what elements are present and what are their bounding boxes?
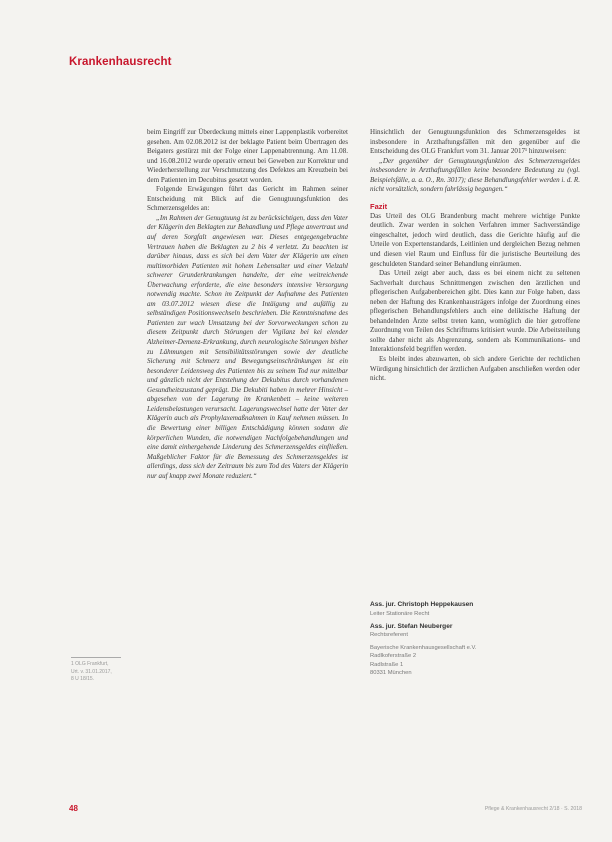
address-line: Radlstraße 1 bbox=[370, 661, 404, 668]
court-quote: „Im Rahmen der Genugtuung ist zu berücksichtigen, dass den Vater der Klägerin den Beklagten zur Behandlung und Pflege anvertraut und auf deren Sorgfalt angewiesen war. Dieses entgegengebrachte Vertrauen haben die Beklagten zu 2 bis 4 verletzt. Zu beachten ist darüber hinaus, dass es sich bei dem Vater der Klägerin um einen multimorbiden Patienten mit hohem Lebensalter und einer Vielzahl schwerer Grunderkrankungen handelte, der eine weitreichende Überwachung erforderte, die eine besonders intensive Versorgung notwendig machte. Schon im Zeitpunkt der Aufnahme des Patienten am 03.07.2012 wiesen diese die Intäigung und aufällig zu selbständigen Positionswechseln beschrieben. Die Kenntnisnahme des Patienten zur wach Umsatzung bei der Sorvorweckungen schon zu diesem Zeitpunkt durch Störungen der Vigilanz bei kei elender Alzheimer-Demenz-Erkrankung, durch neurologische Störungen bisher zu Lähmungen mit Sensibilitätsstörungen sowie der deutliche Sicherung mit Schmerz und Bewegungseinschränkungen ist ein besonderer Leidensweg des Patienten bis zu seinem Tod nur mittelbar und gänzlich nicht der Entstehung der Dekubitus durch vorhandenen Gesundheitszustand geprägt. Die Dekubiti haben in mehrer Hinsicht – abgesehen von der Lagerung im Krankenbett – keine weiteren Leidensbelastungen verursacht. Lagerungswechsel hatte der Vater der Klägerin auch als Prophylaxemaßnahmen in Kauf nehmen müssen. In die Bewertung einer billigen Entschädigung können sodann die körperlichen Wunden, die notwendigen Nachfolgebehandlungen und eine damit einhergehende Linderung des Schmerzensgeldes einfließen. Maßgeblicher Faktor für die Bemessung des Schmerzensgeldes ist allerdings, dass sich der Zeitraum bis zum Tod des Vaters der Klägerin nur auf knapp zwei Monate reduziert.“ bbox=[147, 213, 348, 480]
body-paragraph: Das Urteil zeigt aber auch, dass es bei einem nicht zu seltenen Sachverhalt durchaus Schnittmengen zwischen den ärztlichen und pflegerischen Aufgabenbereichen gibt. Dies kann zur Folge haben, dass neben der Haftung des Krankenhausträgers infolge der Zuordnung eines pflegerischen Behandlungsfehlers auch eine deliktische Haftung der behandelnden Ärzte selbst treten kann, womöglich die hier getroffene Zuordnung von Teilen des Schrifttums kritisiert wurde. Die Arbeitsteilung sollte daher nicht als Abgrenzung, sondern als Kommunikations- und Interaktionsfeld begriffen werden. bbox=[370, 269, 580, 354]
left-column bbox=[147, 128, 348, 481]
body-paragraph: Das Urteil des OLG Brandenburg macht mehrere wichtige Punkte deutlich. Zwar werden in solchen Verfahren immer Sachverständige eingeschaltet, jedoch wird deutlich, dass die Gerichte häufig auf die Urteile von Expertenstandards, Leitlinien und dergleichen Bezug nehmen und diesen viel Raum und Einfluss für die juristische Beurteilung des geschuldeten Standard seiner Behandlung einräumen. bbox=[370, 211, 580, 268]
footnote bbox=[71, 657, 141, 684]
body-paragraph: beim Eingriff zur Überdeckung mittels einer Lappenplastik vorbereitet gesehen. Am 02.08.2012 ist der beklagte Patient beim Übertragen des Beigaters gestürzt mit der Folge einer Lappenabtrennung. Am 11.08. und 16.08.2012 wurde operativ erneut bei Geweben zur Korrektur und Wiederherstellung zur Verschmutzung des Defektes am Kreuzbein bei dem Patienten im Decubitus gesetzt worden. bbox=[147, 128, 348, 184]
section-title: Krankenhausrecht bbox=[69, 56, 172, 68]
address-line: Radlkoferstraße 2 bbox=[370, 653, 417, 660]
address-line: 80331 München bbox=[370, 669, 412, 676]
author-role: Rechtsreferent bbox=[370, 632, 409, 638]
body-paragraph: Es bleibt indes abzuwarten, ob sich andere Gerichte der rechtlichen Würdigung hinsichtlich der ärztlichen Aufgaben anschließen werden oder nicht. bbox=[370, 355, 580, 383]
court-quote: „Der gegenüber der Genugtuungsfunktion des Schmerzensgeldes insbesondere in Arzthaftungsfällen keine besondere Bedeutung zu (vgl. Beispielsfälle, a. a. O., Rn. 3017); diese Behandlungsfehler werden i. d. R. nicht vorsätzlich, sondern fahrlässig begangen.“ bbox=[370, 156, 580, 194]
footnote-rule bbox=[71, 657, 121, 658]
author-name: Ass. jur. Stefan Neuberger bbox=[370, 622, 453, 630]
footer-source: Pflege & Krankenhausrecht 2/18 · S. 2018 bbox=[484, 806, 582, 812]
body-paragraph: Hinsichtlich der Genugtuungsfunktion des Schmerzensgeldes ist insbesondere in Arzthaftungsfällen mit den gegenüber auf die Entscheidung des OLG Frankfurt vom 31. Januar 2017¹ hinzuweisen: bbox=[370, 128, 580, 156]
author-name: Ass. jur. Christoph Heppekausen bbox=[370, 601, 474, 608]
footnote-line: 8 U 18/15. bbox=[71, 676, 95, 683]
author-block bbox=[370, 601, 570, 677]
body-paragraph: Folgende Erwägungen führt das Gericht im Rahmen seiner Entscheidung mit Blick auf die Genugtuungsfunktion des Schmerzensgeldes an: bbox=[147, 185, 348, 213]
author-role: Leiter Stationäre Recht bbox=[370, 610, 430, 617]
address-line: Bayerische Krankenhausgesellschaft e.V. bbox=[370, 645, 477, 651]
page-number: 48 bbox=[69, 804, 78, 813]
footnote-line: Urt. v. 31.01.2017, bbox=[71, 668, 112, 675]
footnote-line: 1 OLG Frankfurt, bbox=[71, 661, 109, 667]
fazit-heading: Fazit bbox=[370, 201, 388, 211]
right-column bbox=[370, 128, 580, 384]
